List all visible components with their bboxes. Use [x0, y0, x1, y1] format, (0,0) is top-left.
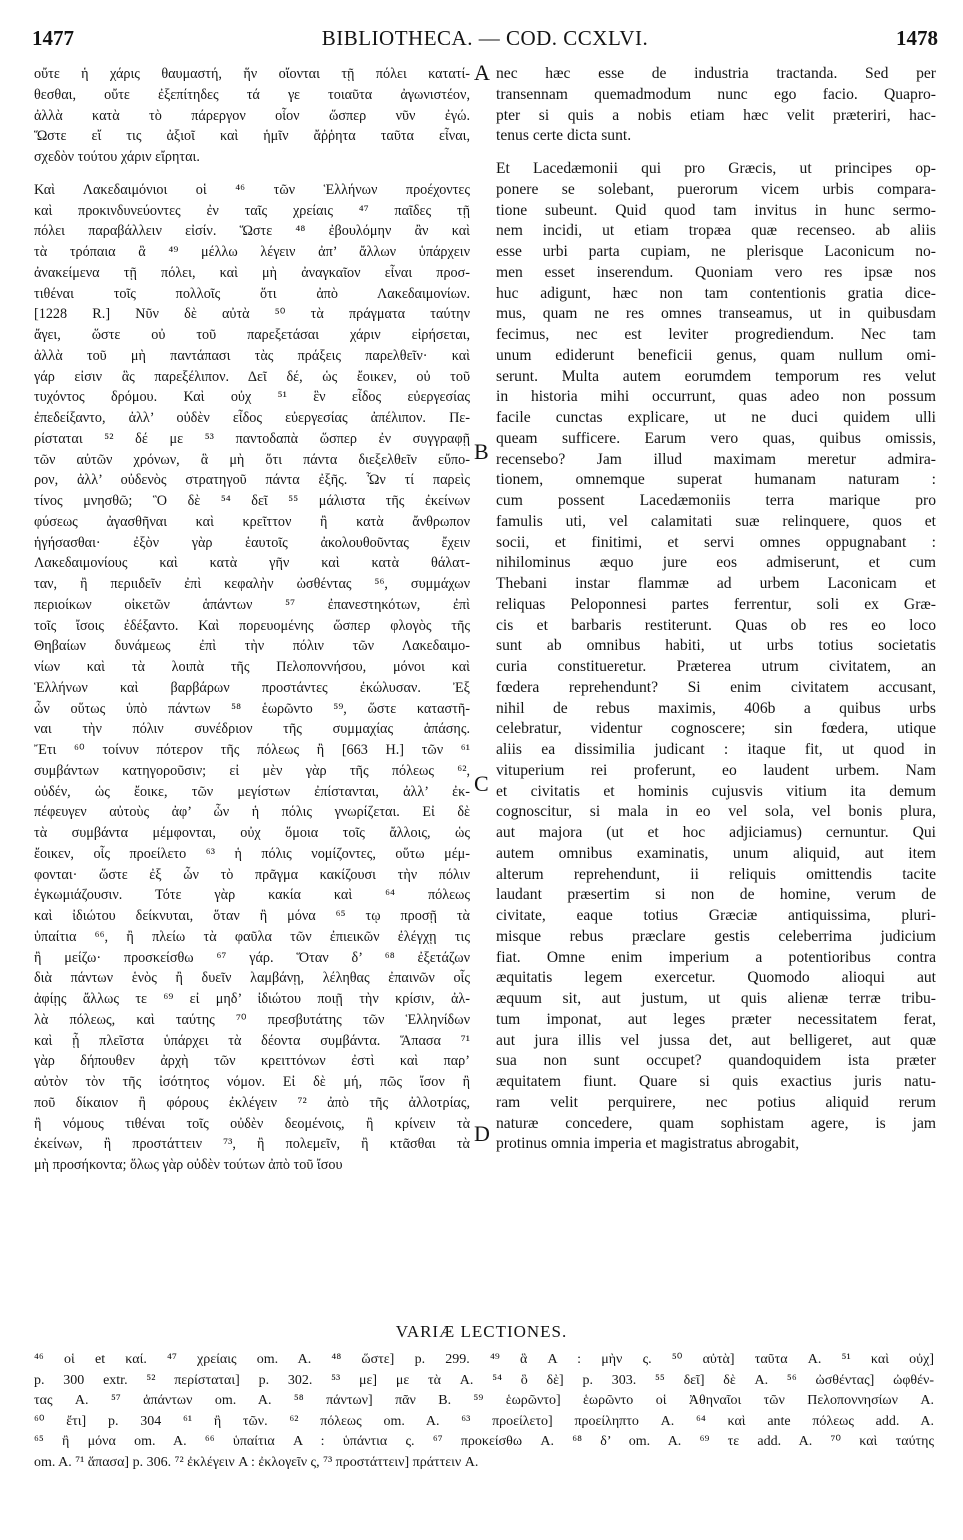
text-line: ἄγει, ὥστε οὐ τοῦ παρεξετάσαι χάριν εἰρήσεται,: [34, 327, 470, 343]
text-line: ἐκείνων, ἢ προστάττειν ⁷³, ἢ πολεμεῖν, ἢ κτᾶσθαι τὰ: [34, 1136, 470, 1153]
text-line: nihil de rebus maximis, 406b a quibus urbs: [496, 699, 936, 717]
text-line: Θηβαίων δυνάμεως ἐπὶ τὴν πόλιν τῶν Λακεδαιμο-: [34, 638, 470, 655]
text-line: ναι τὴν πόλιν συνέδριον τῆς συμμαχίας ἁπάσης.: [34, 721, 470, 738]
text-line: ρον, ἀλλ’ οὐδενὸς στρατηγοῦ πάντα ἐξῆς. Ὧν τί παρεὶς: [34, 472, 470, 489]
text-line: ἀφίῃς ἄλλως τε ⁶⁹ εἰ μηδ’ ἰδιώτου ποιῇ τὴν κρίσιν, ἀλ-: [34, 991, 470, 1007]
text-line: nihilominus æquo jure eos admiserunt, et cum: [496, 554, 936, 572]
text-line: curia constitueretur. Præterea utrum civitatem, an: [496, 658, 936, 675]
running-head: [32, 26, 938, 56]
text-line: tione subeunt. Quid quod tam invitus in hunc sermo-: [496, 201, 936, 219]
text-line: ⁶⁵ ἢ μόνα om. A. ⁶⁶ ὑπαίτια A : ὑπάντια ς. ⁶⁷ προκείσθω A. ⁶⁸ δ’ om. A. ⁶⁹ τε add. A. ⁷⁰ καὶ ταύτης: [34, 1434, 934, 1449]
text-line: ταν, ἢ περιιδεῖν ἐπὶ κεφαλὴν ὠσθέντας ⁵⁶, συμμάχων: [34, 576, 470, 592]
text-line: τῶν αὐτῶν χρόνων, ἃ μὴ ὅτι πάντα διεξελθεῖν εὔπο-: [34, 451, 470, 468]
text-line: ponere se solebant, puerorum vicem urbis compara-: [496, 180, 936, 198]
text-line: φονται· ὥστε ἐξ ὧν τὸ πρᾶγμα κακίζουσι τὴν πόλιν: [34, 866, 470, 883]
text-line: τὰ συμβάντα μέμφονται, οὐχ ὅμοια τοῖς ἄλλοις, ὡς: [34, 825, 470, 841]
section-mark-a: A: [474, 60, 490, 85]
text-line: ⁴⁶ οἱ et καί. ⁴⁷ χρείαις om. A. ⁴⁸ ὥστε] p. 299. ⁴⁹ ἃ A : μὴν ς. ⁵⁰ αὐτὰ] ταῦτα A. ⁵¹ καὶ οὐχ]: [34, 1352, 934, 1367]
text-line: γὰρ δήπουθεν ἀρχὴ τῶν κρειττόνων ἐστὶ καὶ παρ’: [34, 1053, 470, 1070]
text-line: σχεδὸν τούτου χάριν εἴρηται.: [34, 149, 200, 165]
text-line: æquum sit, aut justum, ut quis alienæ terræ tribu-: [496, 990, 936, 1007]
text-line: nem incidi, ut etiam tropæa quæ recenseo. ab aliis: [496, 222, 936, 240]
text-line: misque rebus præclare gestis celeberrima judicium: [496, 927, 936, 945]
text-line: νίων καὶ τὰ λοιπὰ τῆς Πελοποννήσου, μόνοι καὶ: [34, 659, 470, 675]
text-line: οὔτε ἡ χάρις θαυμαστή, ἥν οἴονται τῇ πόλει κατατί-: [34, 66, 470, 82]
text-line: aut jura illis vel jussa det, aut belligeret, aut quæ: [496, 1031, 936, 1049]
text-line: autem omnibus examinatis, unum aliquid, aut item: [496, 844, 936, 862]
page-number-left: 1477: [32, 26, 74, 50]
text-line: queam sufficere. Earum vero quas, quibus omissis,: [496, 429, 936, 447]
text-line: ὑπαίτια ⁶⁶, ἢ πλείω τὰ φαῦλα τῶν ἐπιεικῶν ἐλέγχῃ τις: [34, 928, 470, 945]
section-mark-c: C: [474, 771, 489, 796]
text-line: ἐγκωμιάζουσιν. Τότε γὰρ κακία καὶ ⁶⁴ πόλεως: [34, 887, 470, 904]
text-line: men esset inserendum. Quoniam vero res ipsæ nos: [496, 263, 936, 281]
text-line: τιθέναι τοῖς πολλοῖς ὅτι ἀπὸ Λακεδαιμονίων.: [34, 285, 470, 302]
text-line: τας A. ⁵⁷ ἁπάντων om. A. ⁵⁸ πάντων] πᾶν B. ⁵⁹ ἑωρῶντο] ἑωρῶντο οἱ Ἀθηναῖοι τῶν Πελοποννησίων A.: [34, 1393, 934, 1408]
text-line: ρίσταται ⁵² δέ με ⁵³ παντοδαπὰ ὥσπερ ἐν συγγραφῇ: [34, 430, 470, 447]
text-line: ἀλλὰ τοῦ μὴ παντάπασι τὰς πράξεις παρελθεῖν· καὶ: [34, 347, 470, 364]
text-line: ποῦ δίκαιον ἢ φόρους ἐκλέγειν ⁷² ἀπὸ τῆς ἀλλοτρίας,: [34, 1094, 470, 1111]
text-line: αὐτὸν τὸν τῆς ἰσότητος νόμον. Εἰ δὲ μή, πῶς ἴσον ἢ: [34, 1074, 470, 1090]
variae-lectiones: [34, 1350, 934, 1473]
text-line: unum ediderunt beneficii genus, quam nullum omi-: [496, 346, 936, 364]
section-mark-d: D: [474, 1121, 490, 1146]
text-line: recensebo? Jam illud maximam meretur admira-: [496, 450, 936, 468]
text-line: [1228 R.] Νῦν δὲ αὐτὰ ⁵⁰ τὰ πράγματα ταύτην: [34, 306, 470, 323]
text-line: æquitatis legem exercetur. Quomodo alioqui aut: [496, 969, 936, 987]
text-line: Λακεδαιμονίους καὶ κατὰ γῆν καὶ κατὰ θάλατ-: [34, 555, 470, 572]
text-line: Ὥστε εἴ τις ἀξιοῖ καὶ ἡμῖν ἄῤῥητα ταῦτα εἶναι,: [34, 128, 470, 145]
text-line: τίνος μνησθῶ; Ὃ δὲ ⁵⁴ δεῖ ⁵⁵ μάλιστα τῆς ἐκείνων: [34, 493, 470, 509]
text-line: naturæ concedere, quam sophistam agere, is jam: [496, 1114, 936, 1132]
text-line: ἐπεδείξαντο, ἀλλ’ οὐδὲν εἶδος εὐεργεσίας ἀπέλιπον. Πε-: [34, 410, 470, 426]
text-line: fiat. Omne enim imperium a potentioribus contra: [496, 948, 936, 966]
text-line: καὶ προκινδυνεύοντες ἐν ταῖς χρείαις ⁴⁷ παῖδες τῇ: [34, 202, 470, 219]
text-line: celebratur, videntur cognoscere; sin fœdera, utique: [496, 720, 936, 738]
running-title: BIBLIOTHECA. — COD. CCXLVI.: [321, 26, 649, 50]
text-line: om. A. ⁷¹ ἅπασα] p. 306. ⁷² ἐκλέγειν A : ἐκλογεῖν ς, ⁷³ προστάττειν] πράττειν A.: [34, 1454, 479, 1470]
text-line: vituperium rei proferunt, eo laudent urbem. Nam: [496, 761, 936, 779]
text-line: fecimus, nec est leviter progrediendum. Nec tam: [496, 326, 936, 343]
text-line: καὶ ᾗ πλεῖστα ὑπάρχει τὰ δέοντα συμβάντα. Ἅπασα ⁷¹: [34, 1032, 470, 1049]
text-line: ram velit perquirere, nec potius aliquid rerum: [496, 1093, 936, 1111]
text-line: cognoscitur, si mala in eo vel sola, vel bonis plura,: [496, 803, 936, 821]
text-line: aliis ea dissimilia judicant : itaque fit, ut quod in: [496, 741, 936, 758]
text-line: λὰ πόλεως, καὶ ταύτης ⁷⁰ πρεσβυτάτης τῶν Ἑλληνίδων: [34, 1011, 470, 1028]
text-line: ἢ νόμους τιθέναι τοῖς οὐδὲν δεομένοις, ἢ κρίνειν τὰ: [34, 1115, 470, 1132]
text-line: τυχόντος δρόμου. Καὶ οὐχ ⁵¹ ἓν εἶδος εὐεργεσίας: [34, 389, 470, 406]
section-mark-b: B: [474, 439, 489, 464]
text-line: tionem, omnemque superat humanam naturam :: [496, 471, 936, 489]
text-line: πόλει παραβάλλειν εἰσίν. Ὥστε ⁴⁸ ἐβουλόμην ἂν καὶ: [34, 223, 470, 240]
text-line: Thebani instar flammæ ad urbem Laconicam et: [496, 575, 936, 592]
text-line: mus, quam ne res omnes transeamus, ut in quibusdam: [496, 305, 936, 323]
text-line: Et Lacedæmonii qui pro Græcis, ut principes op-: [496, 160, 936, 177]
text-line: Καὶ Λακεδαιμόνιοι οἱ ⁴⁶ τῶν Ἑλλήνων προέχοντες: [34, 181, 470, 198]
text-line: serunt. Multa autem eorumdem temporum res velut: [496, 367, 936, 385]
text-line: φύσεως ἀγασθῆναι καὶ κρεῖττον ἢ κατὰ ἄνθρωπον: [34, 513, 470, 530]
text-line: huc adigunt, hæc non tam contentionis gratia dice-: [496, 284, 936, 302]
greek-column: [34, 64, 470, 1176]
text-line: πέφευγεν αὐτοὺς ἀφ’ ὧν ἡ πόλις γνωρίζεται. Εἰ δὲ: [34, 804, 470, 821]
text-line: transennam quemadmodum nunc ego facio. Quapro-: [496, 85, 936, 103]
text-line: ἀνακείμενα τῇ πόλει, καὶ μὴ ἀναγκαῖον εἶναι προσ-: [34, 264, 470, 281]
text-line: διὰ πάντων ἑνὸς ἢ δυεῖν λαμβάνῃ, λέληθας ἐπαινῶν οἷς: [34, 970, 470, 987]
text-line: et civitatis et hominis cujusvis vitium ita demum: [496, 782, 936, 800]
text-line: ὧν οὕτως ὑπὸ πάντων ⁵⁸ ἑωρῶντο ⁵⁹, ὥστε καταστῆ-: [34, 700, 470, 717]
text-line: civitate, eaque totius Græciæ antiquissima, pluri-: [496, 907, 936, 924]
text-line: cum possent Lacedæmoniis terra marique pro: [496, 492, 936, 509]
text-line: pter si quis a nobis etiam hæc velit præteriri, hac-: [496, 106, 936, 124]
text-line: tenus certe dicta sunt.: [496, 127, 632, 145]
text-line: γάρ εἰσιν ἃς παρεξέλιπον. Δεῖ δέ, ὡς ἔοικεν, οὐ τοῦ: [34, 368, 470, 385]
text-line: μὴ προσήκοντα; ὅλως γὰρ οὐδὲν τούτων ἀπὸ τοῦ ἴσου: [34, 1157, 343, 1173]
text-line: nec hæc esse de industria tractanda. Sed per: [496, 65, 936, 82]
page-number-right: 1478: [896, 26, 938, 50]
text-line: laudant præsertim si non de homine, verum de: [496, 886, 936, 904]
text-line: socii, et finitimi, et servi omnes oppugnabant :: [496, 533, 936, 551]
text-line: τοῖς ἴσοις ἐδέξαντο. Καὶ πορευομένης ὥσπερ φλογὸς τῆς: [34, 617, 470, 634]
text-line: æquitatem fiunt. Quare si quis exactius juris natu-: [496, 1073, 936, 1090]
text-line: aut majora (ut et hoc adjiciamus) cernuntur. Qui: [496, 824, 936, 841]
text-line: protinus omnia imperia et magistratus abrogabit,: [496, 1135, 800, 1153]
text-line: θεσθαι, οὔτε ἐξεπίτηδες τά γε τοιαῦτα ἀγωνιστέον,: [34, 86, 470, 103]
text-line: Ἑλλήνων καὶ βαρβάρων προστάντες ἐκώλυσαν. Ἐξ: [34, 679, 470, 696]
variae-lectiones-title: VARIÆ LECTIONES.: [395, 1322, 568, 1341]
text-line: sua non sunt occupet? quandoquidem ista præter: [496, 1052, 936, 1070]
text-line: esse urbi parta cupiam, ne plerisque Laconicum no-: [496, 243, 936, 260]
text-line: τὰ τρόπαια ἃ ⁴⁹ μέλλω λέγειν ἀπ’ ἄλλων ὑπάρχειν: [34, 244, 470, 260]
text-line: οὐδέν, ὡς ἔοικε, τῶν μεγίστων ἐπίστανται, ἀλλ’ ἐκ-: [34, 783, 470, 800]
text-line: reliquas Peloponnesi partes ferrentur, soli ex Græ-: [496, 595, 936, 613]
text-line: ⁶⁰ ἔτι] p. 304 ⁶¹ ἢ τῶν. ⁶² πόλεως om. A. ⁶³ προείλετο] προείληπτο A. ⁶⁴ καὶ ante πόλεως add. A.: [34, 1413, 934, 1429]
text-line: fœdera reprehendunt? Si enim civitatem accusant,: [496, 678, 936, 696]
text-line: Ἔτι ⁶⁰ τοίνυν πότερον τῆς πόλεως ἢ [663 H.] τῶν ⁶¹: [34, 742, 470, 758]
text-line: ἢ μείζω· προσκείσθω ⁶⁷ γάρ. Ὅταν δ’ ⁶⁸ ἐξετάζων: [34, 949, 470, 966]
text-line: ἡγήσασθαι· ἐξὸν γὰρ ἑαυτοῖς ἀκολουθοῦντας ἔχειν: [34, 534, 470, 551]
text-line: in historia mihi occurrunt, quas adeo non possum: [496, 388, 936, 406]
text-line: sunt ab omnibus habiti, ut urbs totius societatis: [496, 637, 936, 655]
text-line: tum imponat, aut leges præter necessitatem ferat,: [496, 1010, 936, 1028]
text-line: συμβάντων κατηγοροῦσιν; εἰ μὲν γὰρ τῆς πόλεως ⁶²,: [34, 762, 470, 779]
text-line: ἔοικεν, οἷς προείλετο ⁶³ ἡ πόλις νομίζοντες, οὕτω μέμ-: [34, 845, 470, 862]
text-line: cis et barbaris restiterunt. Quas ob res eo loco: [496, 616, 936, 634]
text-line: famulis uti, vel calamitati suæ relinquere, quos et: [496, 512, 936, 530]
text-line: p. 300 extr. ⁵² περίσταται] p. 302. ⁵³ με] με τὰ A. ⁵⁴ ὃ δὲ] p. 303. ⁵⁵ δεῖ] δὲ A. ⁵⁶ ὠσθέντας] ὠφθέν-: [34, 1372, 934, 1388]
text-line: alterum reprehendunt, ii reliquis omittendis tacite: [496, 865, 936, 883]
text-line: καὶ ἰδιώτου δείκνυται, ὅταν ἢ μόνα ⁶⁵ τῳ προσῇ τὰ: [34, 908, 470, 924]
latin-column: [496, 64, 936, 1155]
text-line: ἀλλὰ κατὰ τὸ πάρεργον οἷον ὥσπερ νῦν ἐγώ.: [34, 107, 470, 124]
text-line: facile cunctas explicare, ut ne duci quidem ulli: [496, 409, 936, 426]
text-line: περιοίκων οἰκετῶν ἁπάντων ⁵⁷ ἐπανεστηκότων, ἐπὶ: [34, 596, 470, 613]
